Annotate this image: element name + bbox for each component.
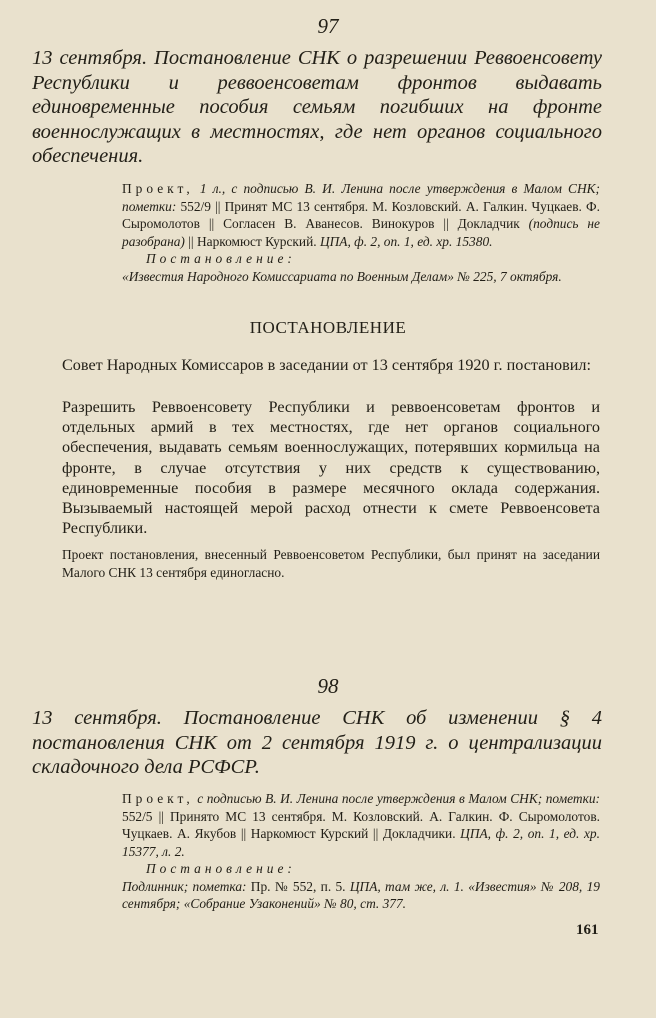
source-archive-2: ЦПА, ф. 2, оп. 1, ед. хр. 15377, л. 2. bbox=[122, 826, 600, 859]
document-heading: 13 сентября. Постановление СНК о разрешении Реввоенсовету Республики и реввоенсоветам фронтов выдавать единовременные пособия семьям погибших на фронте военнослужащих в местностях, где нет органов социального обеспечения. bbox=[32, 47, 602, 167]
resolution-title: ПОСТАНОВЛЕНИЕ bbox=[249, 318, 407, 337]
resolution-note: Проект постановления, внесенный Реввоенсоветом Республики, был принят на заседании Малого СНК 13 сентября единогласно. bbox=[62, 547, 600, 580]
resolution-text: Разрешить Реввоенсовету Республики и реввоенсоветам фронтов и отдельных армий в тех местностях, где нет органов социального обеспечения, выдавать семьям военнослужащих, потерявших кормильца на фронте, в случае отсутствия у них средств к существованию, единовременные пособия в размере месячного оклада содержания. Вызываемый настоящей мерой расход отнести к смете Реввоенсовета Республики. bbox=[62, 398, 600, 538]
source-italic-1b: с подписью В. И. Ленина после утверждения в Малом СНК; пометки: bbox=[197, 791, 600, 806]
publication-label: Постановление: bbox=[146, 251, 296, 266]
publication-text: «Известия Народного Комиссариата по Военным Делам» № 225, 7 октября. bbox=[122, 268, 562, 284]
document-number: 97 bbox=[317, 14, 339, 38]
source-italic-2: (подпись не разобрана) bbox=[122, 216, 600, 249]
page-number: 161 bbox=[576, 922, 599, 938]
source-label-2: Проект, bbox=[122, 791, 194, 806]
source-italic-1: 1 л., с подписью В. И. Ленина после утверждения в Малом СНК; пометки: bbox=[122, 181, 600, 214]
source-roman-1b: 552/5 || Принято МС 13 сентября. М. Козловский. А. Галкин. Ф. Сыромолотов. Чуцкаев. А. Якубов || Наркомюст Курский || Докладчики. bbox=[122, 808, 600, 841]
resolution-intro: Совет Народных Комиссаров в заседании от 13 сентября 1920 г. постановил: bbox=[62, 356, 592, 374]
publication-label-2: Постановление: bbox=[146, 861, 296, 876]
source-label: Проект, bbox=[122, 181, 194, 196]
document-heading-2: 13 сентября. Постановление СНК об изменении § 4 постановления СНК от 2 сентября 1919 г. о централизации складочного дела РСФСР. bbox=[32, 707, 602, 778]
source-archive: ЦПА, ф. 2, оп. 1, ед. хр. 15380. bbox=[319, 233, 493, 249]
document-number-2: 98 bbox=[317, 674, 339, 698]
original-roman: Пр. № 552, п. 5. bbox=[250, 878, 346, 894]
source-description-2 bbox=[122, 790, 600, 913]
source-description bbox=[122, 180, 600, 285]
original-italic: ЦПА, там же, л. 1. «Известия» № 208, 19 сентября; «Собрание Узаконений» № 80, ст. 377. bbox=[122, 878, 600, 911]
source-roman-2: || Наркомюст Курский. bbox=[188, 233, 317, 249]
original-label: Подлинник; пометка: bbox=[122, 878, 247, 894]
source-roman-1: 552/9 || Принят МС 13 сентября. М. Козловский. А. Галкин. Чуцкаев. Ф. Сыромолотов || Согласен В. Аванесов. Винокуров || Докладчик bbox=[122, 198, 600, 231]
